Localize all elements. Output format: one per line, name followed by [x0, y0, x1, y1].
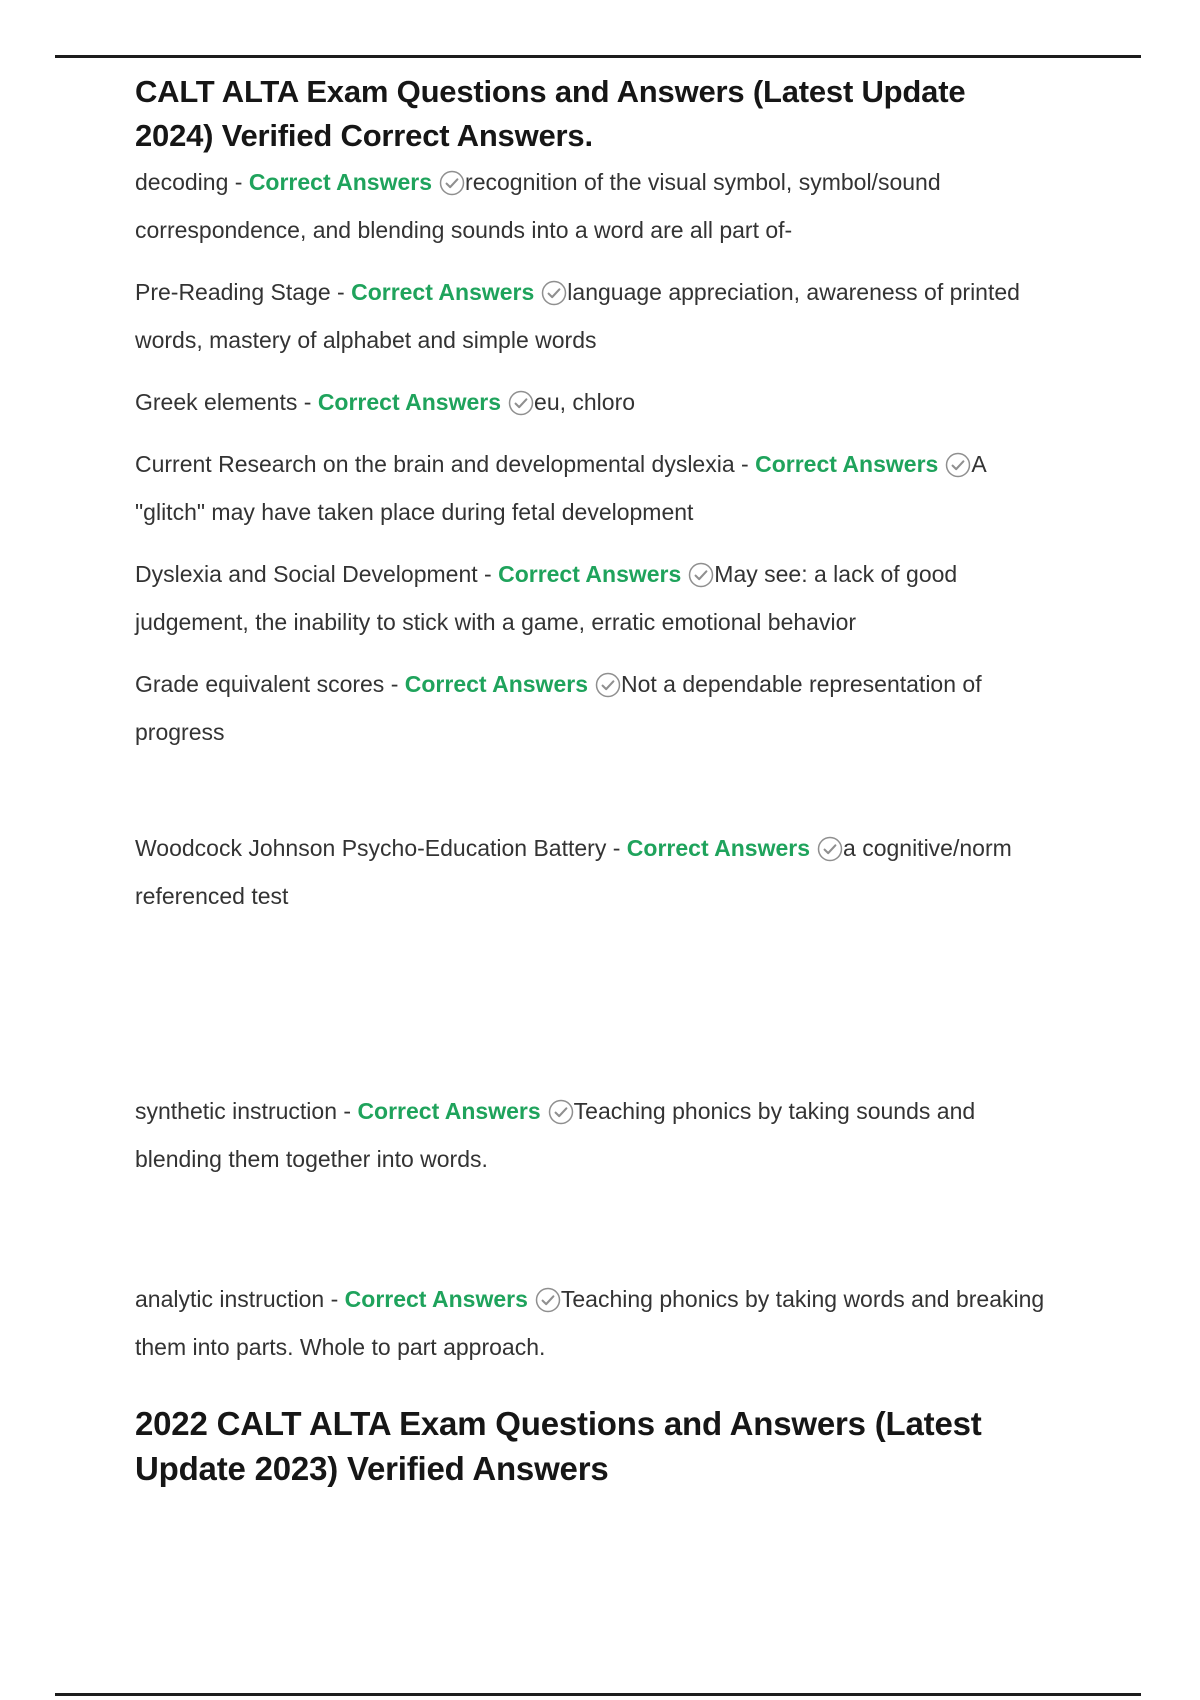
correct-answers-label: Correct Answers: [317, 389, 502, 415]
check-circle-icon: [535, 1287, 561, 1313]
check-circle-icon: [817, 836, 843, 862]
qa-entry: [135, 550, 1050, 646]
qa-separator: -: [324, 1286, 345, 1312]
qa-term: Grade equivalent scores: [135, 671, 385, 697]
correct-answers-label: Correct Answers: [404, 671, 588, 697]
qa-answer: eu, chloro: [534, 389, 636, 415]
qa-entry: [135, 824, 1050, 920]
correct-answers-label: Correct Answers: [626, 835, 811, 861]
qa-term: Dyslexia and Social Development: [135, 561, 478, 587]
bottom-divider: [55, 1693, 1141, 1696]
qa-answer: May see: a lack of good judgement, the inability to stick with a game, erratic emotional behavior: [135, 561, 958, 635]
qa-entry: [135, 268, 1050, 364]
qa-answer: Not a dependable representation of progress: [135, 671, 982, 745]
check-circle-icon: [595, 672, 621, 698]
qa-term: analytic instruction: [135, 1286, 325, 1312]
correct-answers-label: Correct Answers: [351, 279, 535, 305]
qa-separator: -: [734, 451, 756, 477]
qa-term: Current Research on the brain and developmental dyslexia: [135, 451, 735, 477]
qa-term: synthetic instruction: [135, 1098, 337, 1124]
qa-entry: [135, 1087, 1050, 1183]
qa-answer: a cognitive/norm referenced test: [135, 835, 1012, 909]
check-circle-icon: [541, 280, 567, 306]
correct-answers-label: Correct Answers: [498, 561, 682, 587]
qa-entry: [135, 1275, 1050, 1371]
qa-answer: Teaching phonics by taking words and breaking them into parts. Whole to part approach.: [135, 1286, 1045, 1360]
qa-term: Greek elements: [135, 389, 298, 415]
qa-answer: Teaching phonics by taking sounds and blending them together into words.: [135, 1098, 976, 1172]
qa-separator: -: [336, 1098, 358, 1124]
qa-answer: language appreciation, awareness of printed words, mastery of alphabet and simple words: [135, 279, 1020, 353]
check-circle-icon: [508, 390, 534, 416]
page-title-secondary: 2022 CALT ALTA Exam Questions and Answers (Latest Update 2023) Verified Answers: [135, 1405, 982, 1487]
check-circle-icon: [945, 452, 971, 478]
qa-separator: -: [330, 279, 352, 305]
correct-answers-label: Correct Answers: [755, 451, 939, 477]
qa-separator: -: [297, 389, 318, 415]
qa-entry: [135, 440, 1050, 536]
qa-separator: -: [384, 671, 405, 697]
blank-line: [135, 934, 1050, 1087]
qa-term: Woodcock Johnson Psycho-Education Battery: [135, 835, 607, 861]
check-circle-icon: [548, 1099, 574, 1125]
check-circle-icon: [688, 562, 714, 588]
qa-separator: -: [228, 169, 249, 195]
correct-answers-label: Correct Answers: [248, 169, 433, 195]
blank-line: [135, 770, 1050, 824]
page-title: CALT ALTA Exam Questions and Answers (Latest Update 2024) Verified Correct Answers.: [135, 74, 966, 153]
qa-term: Pre-Reading Stage: [135, 279, 331, 305]
blank-line: [135, 1385, 1050, 1401]
qa-term: decoding: [135, 169, 229, 195]
check-circle-icon: [439, 170, 465, 196]
correct-answers-label: Correct Answers: [344, 1286, 528, 1312]
qa-answer: A "glitch" may have taken place during fetal development: [135, 451, 986, 525]
document-content: [135, 0, 1050, 1491]
qa-separator: -: [606, 835, 627, 861]
qa-entry: [135, 378, 1050, 426]
qa-answer: recognition of the visual symbol, symbol/sound correspondence, and blending sounds into a word are all part of-: [135, 169, 941, 243]
correct-answers-label: Correct Answers: [357, 1098, 541, 1124]
qa-entry: [135, 158, 1050, 254]
qa-entry: [135, 660, 1050, 756]
qa-separator: -: [477, 561, 499, 587]
blank-line: [135, 1197, 1050, 1275]
